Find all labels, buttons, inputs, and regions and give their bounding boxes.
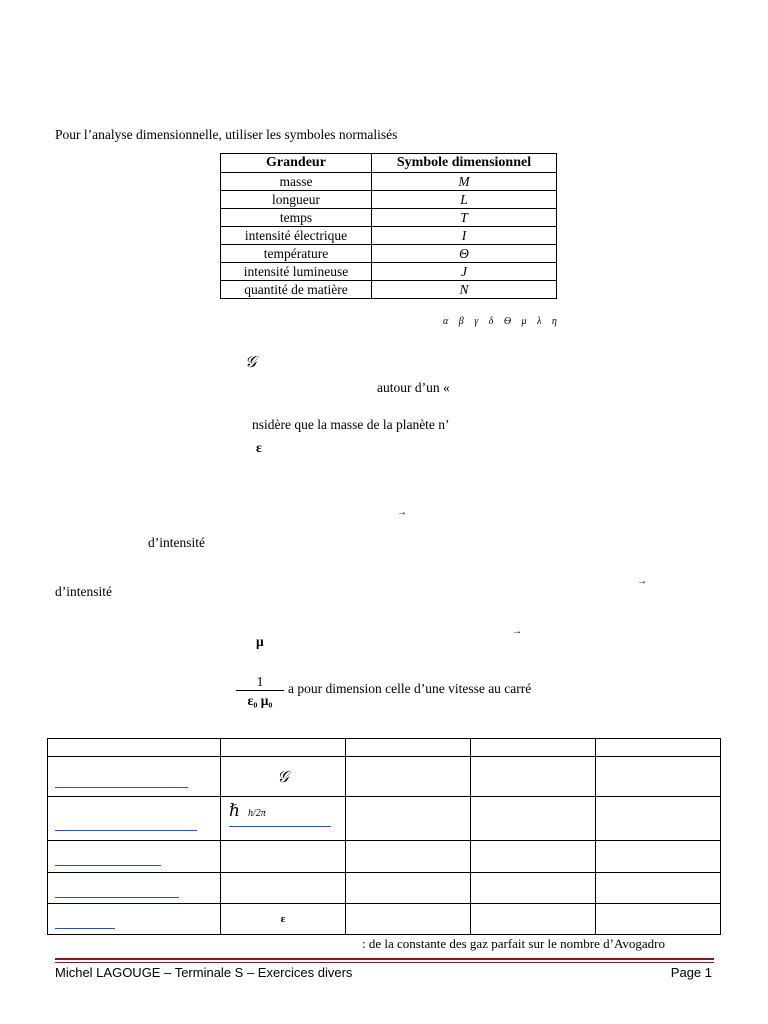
dimension-symbol: J <box>372 263 557 281</box>
dimension-symbol: Θ <box>372 245 557 263</box>
table-cell <box>221 757 346 797</box>
table-cell <box>471 841 596 873</box>
link-underline[interactable] <box>55 865 161 866</box>
table-cell <box>596 739 721 757</box>
mu-symbol: μ <box>256 634 264 649</box>
dimension-table-header <box>221 154 557 173</box>
quantity-name: longueur <box>221 191 372 209</box>
text-fragment-vitesse: a pour dimension celle d’une vitesse au carré <box>288 681 532 696</box>
fraction-one-over-epsilon-mu <box>236 674 284 708</box>
link-underline[interactable] <box>55 830 197 831</box>
table-cell <box>48 757 221 797</box>
fraction-bar <box>236 690 284 691</box>
table-cell <box>346 841 471 873</box>
table-row <box>48 757 721 797</box>
table-row <box>221 191 557 209</box>
table-cell <box>48 841 221 873</box>
dimension-symbol: M <box>372 173 557 191</box>
table-cell <box>48 904 221 935</box>
dimension-symbol: I <box>372 227 557 245</box>
text-fragment-planete: nsidère que la masse de la planète n’ <box>252 417 450 432</box>
table-cell <box>48 797 221 841</box>
constants-table <box>47 738 721 935</box>
table-row <box>48 841 721 873</box>
dimension-symbol: L <box>372 191 557 209</box>
table-cell <box>471 739 596 757</box>
link-underline[interactable] <box>55 928 115 929</box>
vector-arrow-icon: → <box>397 507 407 518</box>
vector-arrow-icon: → <box>637 576 647 587</box>
table-row <box>48 873 721 904</box>
epsilon-symbol: ε <box>280 913 286 925</box>
table-row <box>48 797 721 841</box>
table-cell <box>596 757 721 797</box>
fraction-denominator: ε₀ μ₀ <box>247 693 273 708</box>
table-cell <box>221 904 346 935</box>
quantity-name: quantité de matière <box>221 281 372 299</box>
gravitation-constant-symbol: 𝒢 <box>277 766 289 786</box>
table-note: : de la constante des gaz parfait sur le nombre d’Avogadro <box>362 936 665 951</box>
table-row <box>221 173 557 191</box>
quantity-name: temps <box>221 209 372 227</box>
footer-divider <box>55 962 714 963</box>
hbar-definition: h/2π <box>247 808 266 819</box>
text-fragment-intensite-2: d’intensité <box>55 584 112 599</box>
table-row <box>221 281 557 299</box>
table-cell <box>346 873 471 904</box>
quantity-name: intensité électrique <box>221 227 372 245</box>
table-cell <box>221 873 346 904</box>
table-cell <box>596 873 721 904</box>
table-row <box>221 227 557 245</box>
footer-divider <box>55 958 714 960</box>
header-grandeur: Grandeur <box>221 154 372 173</box>
table-cell <box>221 841 346 873</box>
table-cell <box>221 739 346 757</box>
text-fragment-intensite: d’intensité <box>148 535 205 550</box>
table-cell <box>346 757 471 797</box>
table-cell <box>471 797 596 841</box>
table-cell <box>596 841 721 873</box>
intro-text: Pour l’analyse dimensionnelle, utiliser les symboles normalisés <box>55 127 398 142</box>
table-cell <box>346 739 471 757</box>
hbar-symbol: ℏ <box>229 801 240 820</box>
quantity-name: intensité lumineuse <box>221 263 372 281</box>
table-cell <box>471 757 596 797</box>
table-row <box>48 904 721 935</box>
gravitation-constant-symbol: 𝒢 <box>245 352 257 371</box>
table-cell <box>471 904 596 935</box>
table-cell <box>48 873 221 904</box>
footer-author: Michel LAGOUGE – Terminale S – Exercices divers <box>55 965 353 980</box>
link-underline[interactable] <box>55 787 188 788</box>
link-underline[interactable] <box>229 826 331 827</box>
vector-arrow-icon: → <box>512 626 522 637</box>
table-row <box>221 263 557 281</box>
table-cell <box>471 873 596 904</box>
link-underline[interactable] <box>55 897 179 898</box>
table-row <box>221 209 557 227</box>
table-cell <box>48 739 221 757</box>
dimension-symbol: N <box>372 281 557 299</box>
dimension-symbol: T <box>372 209 557 227</box>
table-row <box>48 739 721 757</box>
quantity-name: température <box>221 245 372 263</box>
table-cell <box>346 797 471 841</box>
epsilon-symbol: ε <box>256 440 262 455</box>
table-cell <box>346 904 471 935</box>
dimension-table <box>220 153 557 299</box>
page-number: Page 1 <box>670 965 712 980</box>
text-fragment-autour: autour d’un « <box>377 380 450 395</box>
table-row <box>221 245 557 263</box>
header-symbole: Symbole dimensionnel <box>372 154 557 173</box>
table-cell <box>221 797 346 841</box>
quantity-name: masse <box>221 173 372 191</box>
table-cell <box>596 797 721 841</box>
fraction-numerator: 1 <box>256 674 264 689</box>
table-cell <box>596 904 721 935</box>
greek-letters: α β γ δ ϴ μ λ η <box>443 316 557 327</box>
